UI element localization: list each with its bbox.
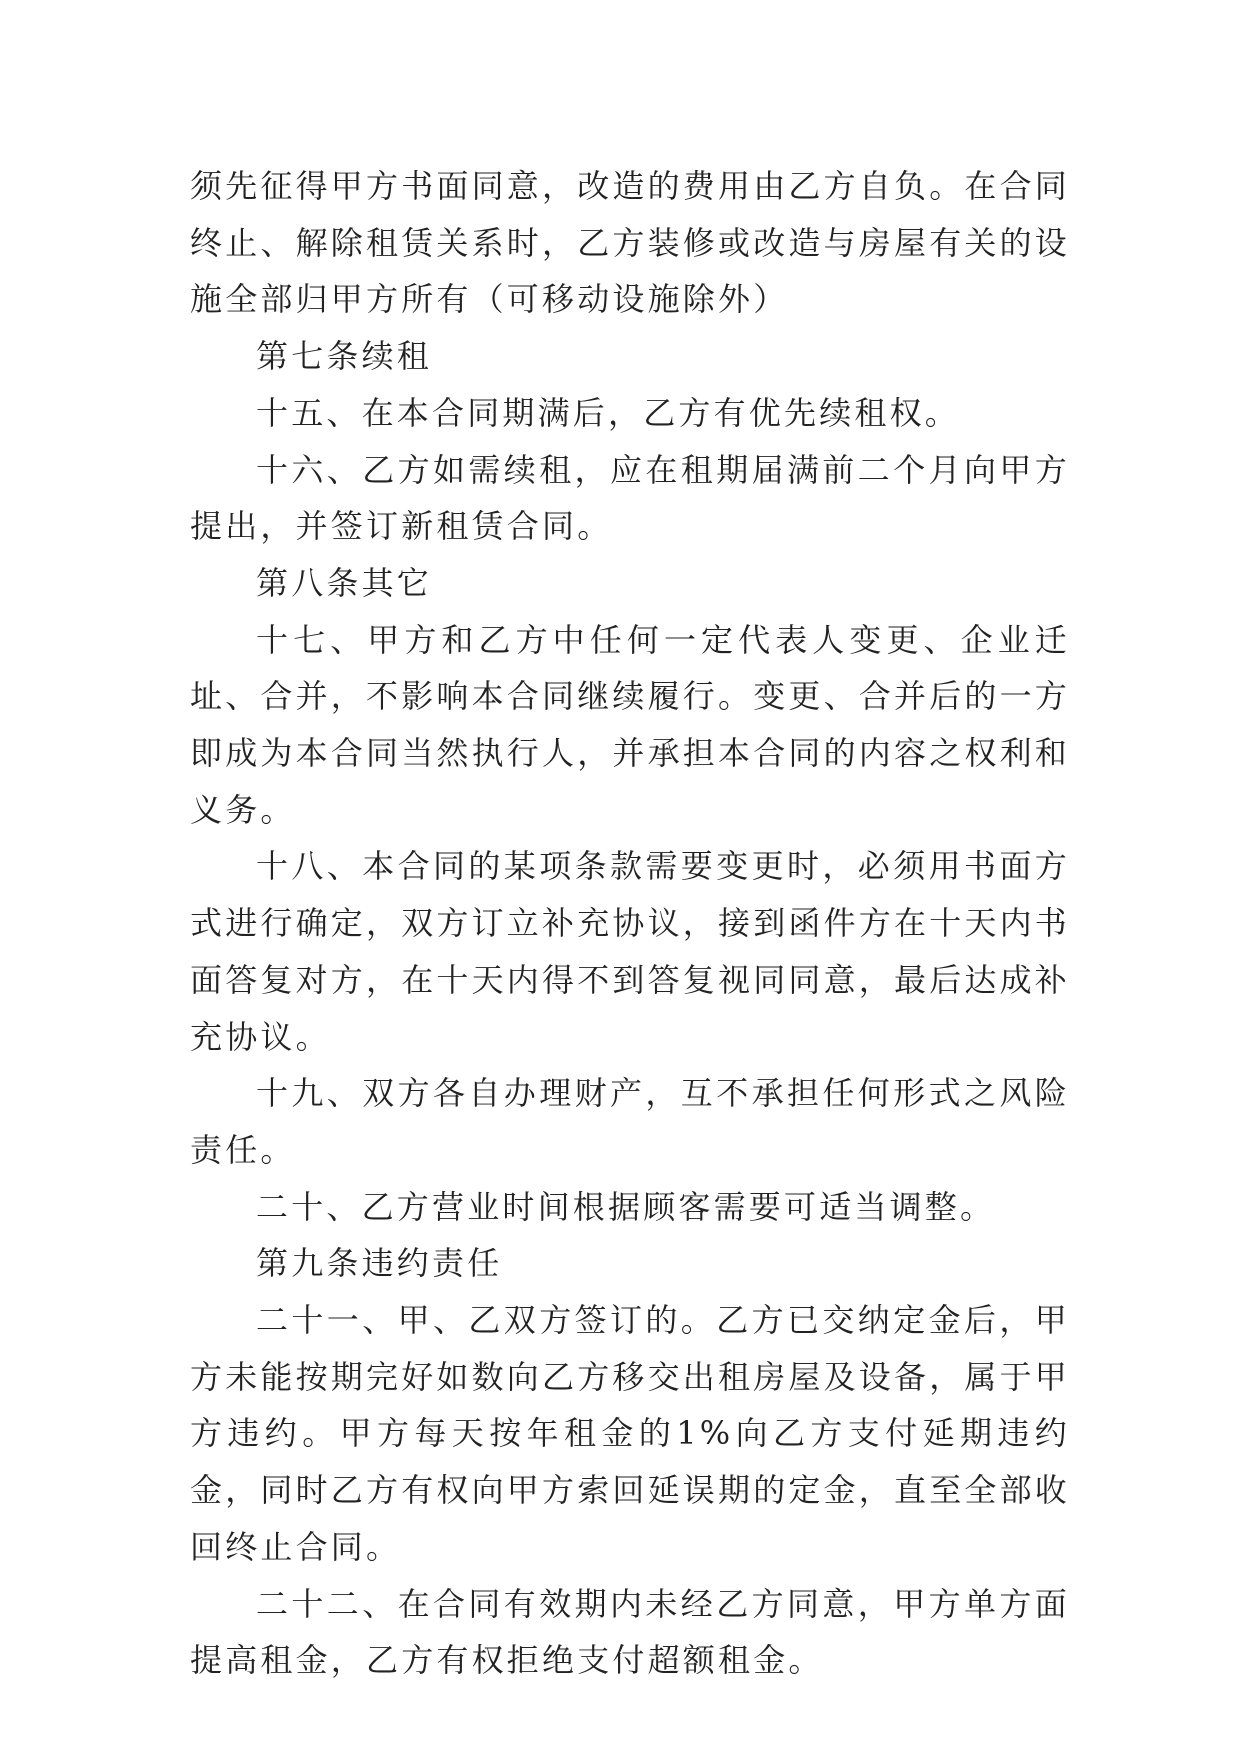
paragraph-renovation-continuation: 须先征得甲方书面同意，改造的费用由乙方自负。在合同终止、解除租赁关系时，乙方装修或改造与房屋有关的设施全部归甲方所有（可移动设施除外） xyxy=(190,167,1071,319)
paragraph-clause-15: 十五、在本合同期满后，乙方有优先续租权。 xyxy=(256,393,961,432)
paragraph-clause-20: 二十、乙方营业时间根据顾客需要可适当调整。 xyxy=(256,1187,996,1226)
paragraph-clause-18: 十八、本合同的某项条款需要变更时，必须用书面方式进行确定，双方订立补充协议，接到函件方在十天内书面答复对方，在十天内得不到答复视同同意，最后达成补充协议。 xyxy=(190,847,1071,1056)
heading-article-8-other: 第八条其它 xyxy=(256,563,433,602)
paragraph-clause-21: 二十一、甲、乙双方签订的。乙方已交纳定金后，甲方未能按期完好如数向乙方移交出租房屋及设备，属于甲方违约。甲方每天按年租金的1%向乙方支付延期违约金，同时乙方有权向甲方索回延误期的定金，直至全部收回终止合同。 xyxy=(190,1301,1071,1566)
paragraph-clause-22: 二十二、在合同有效期内未经乙方同意，甲方单方面提高租金，乙方有权拒绝支付超额租金。 xyxy=(190,1584,1070,1680)
paragraph-clause-16: 十六、乙方如需续租，应在租期届满前二个月向甲方提出，并签订新租赁合同。 xyxy=(190,450,1070,546)
document-body xyxy=(190,158,1070,1689)
paragraph-clause-17: 十七、甲方和乙方中任何一定代表人变更、企业迁址、合并，不影响本合同继续履行。变更、合并后的一方即成为本合同当然执行人，并承担本合同的内容之权利和义务。 xyxy=(190,620,1071,829)
heading-article-7-renewal: 第七条续租 xyxy=(256,337,433,376)
paragraph-clause-19: 十九、双方各自办理财产，互不承担任何形式之风险责任。 xyxy=(190,1074,1070,1169)
heading-article-9-liability: 第九条违约责任 xyxy=(256,1244,503,1283)
